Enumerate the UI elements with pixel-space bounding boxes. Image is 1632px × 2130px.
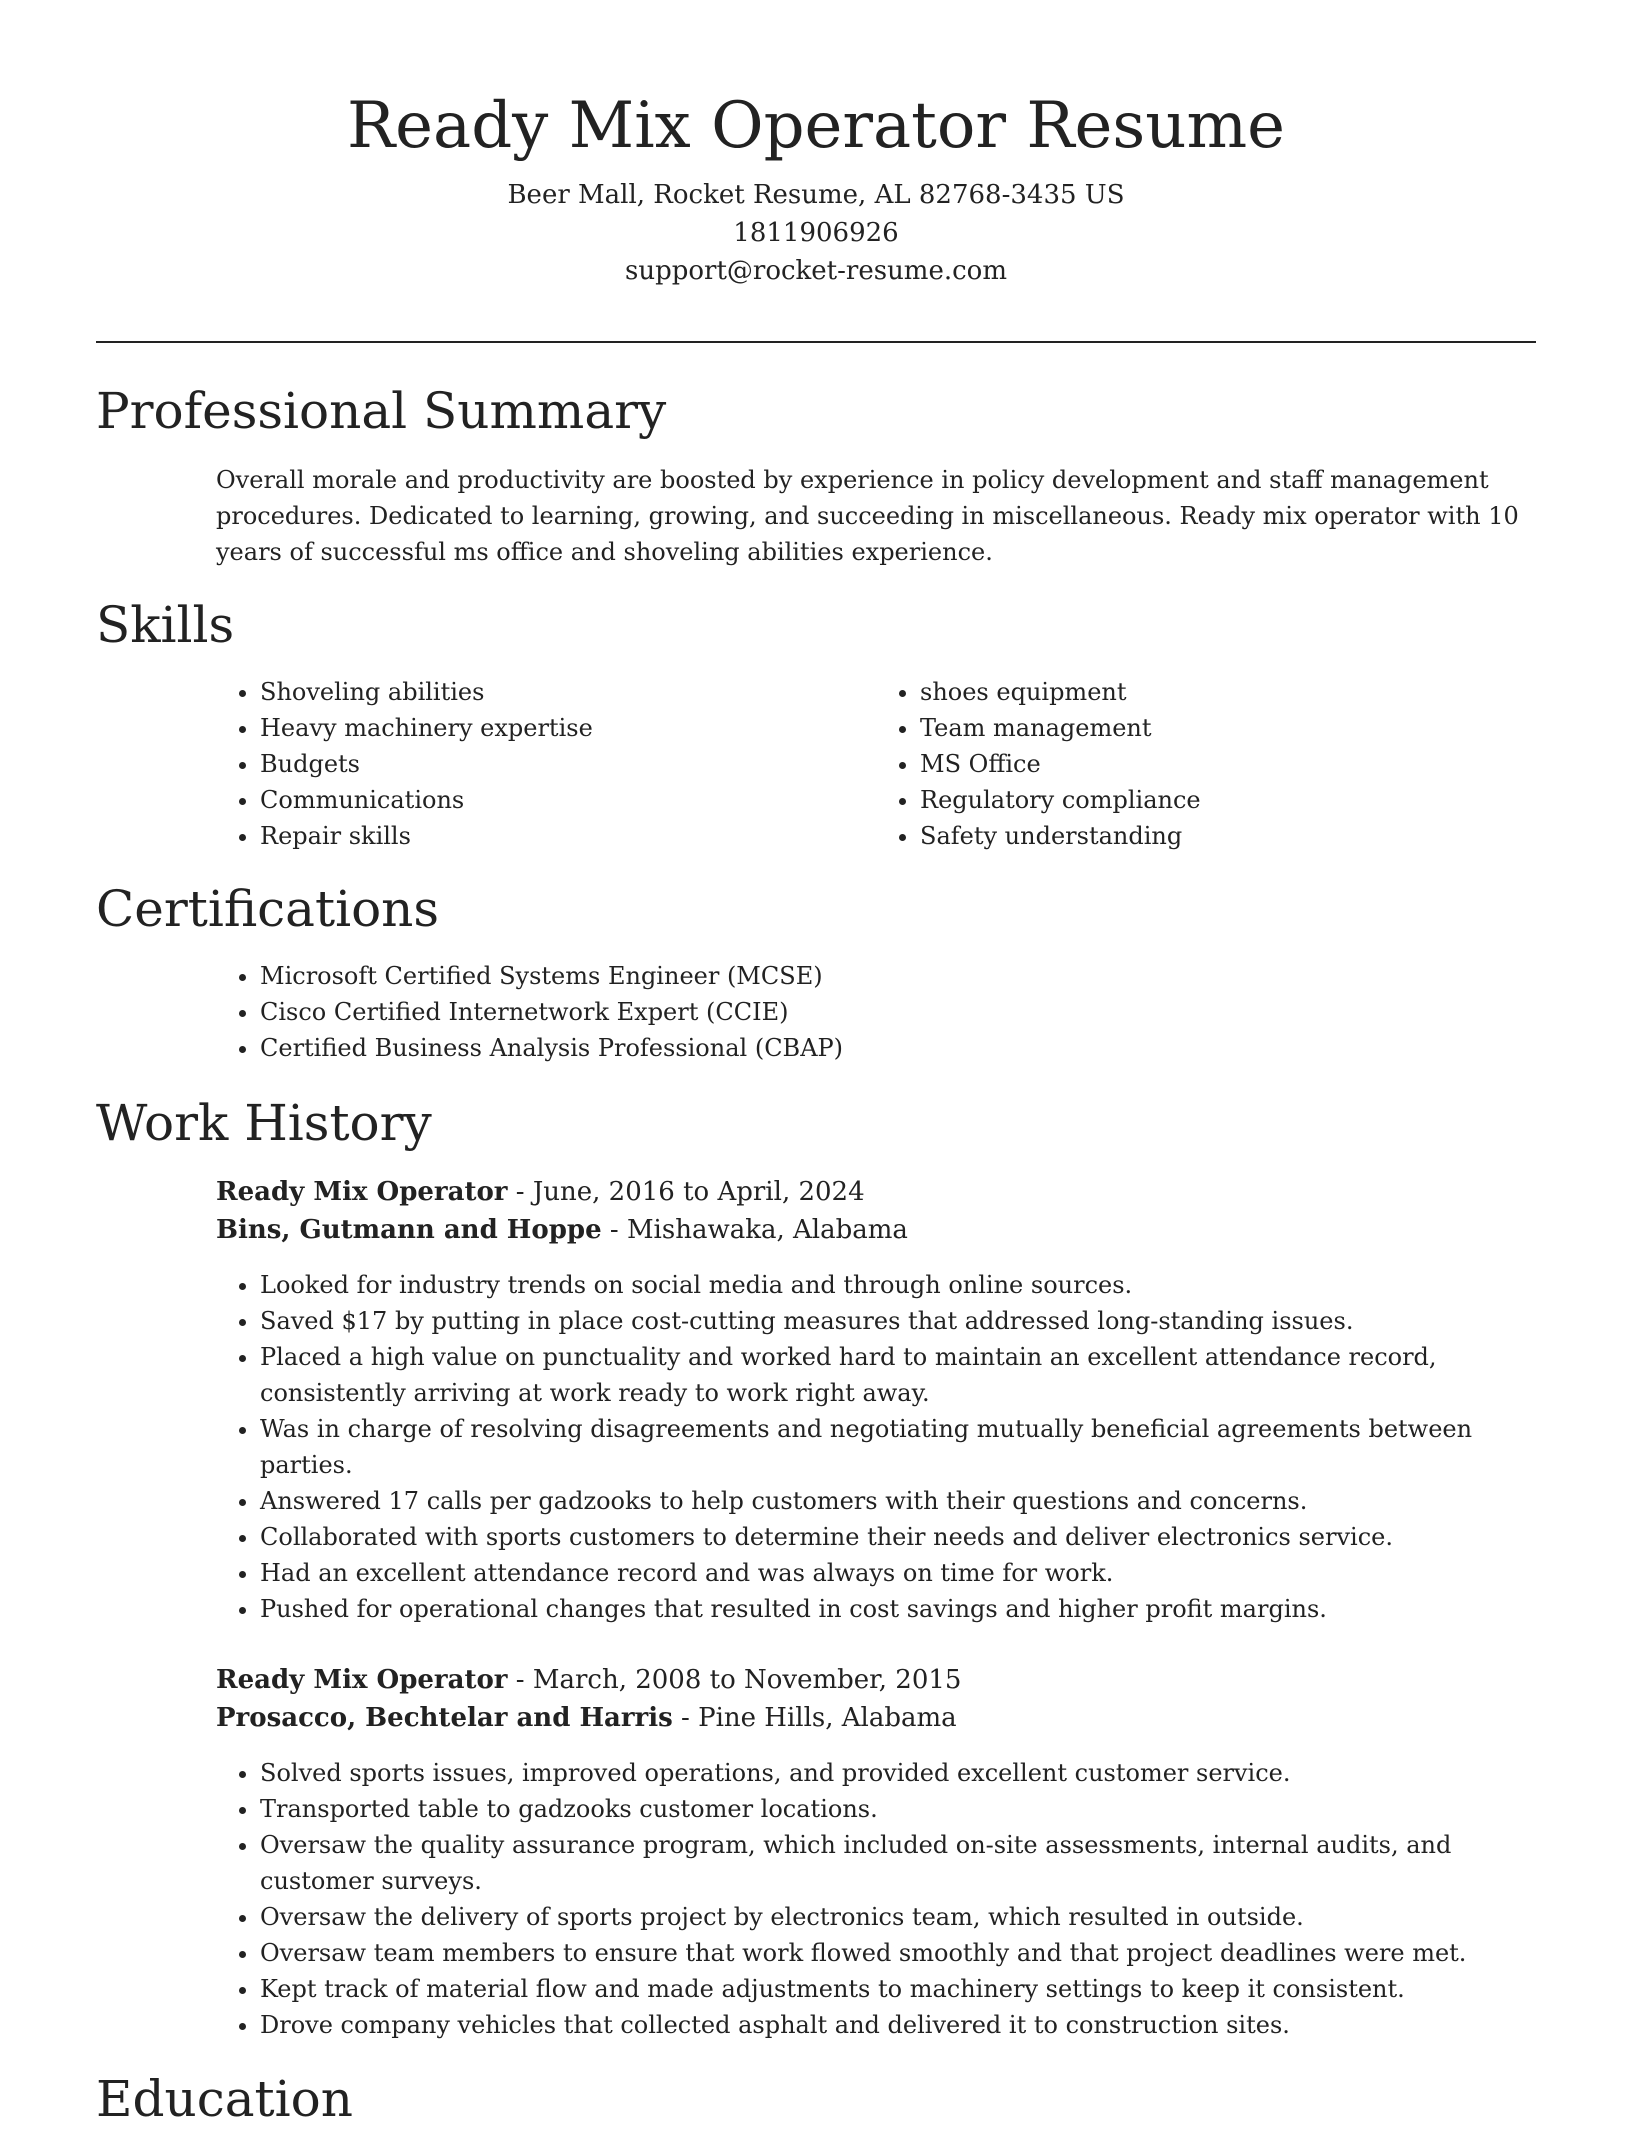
skill-item: • Team management bbox=[920, 710, 1536, 746]
skill-item: • Budgets bbox=[260, 746, 876, 782]
job-bullet: • Saved $17 by putting in place cost-cutting measures that addressed long-standing issues. bbox=[260, 1303, 1536, 1339]
job-bullet: • Drove company vehicles that collected asphalt and delivered it to construction sites. bbox=[260, 2007, 1536, 2043]
work-history-heading: Work History bbox=[96, 1094, 432, 1152]
skills-heading: Skills bbox=[96, 596, 235, 654]
skill-item: • Communications bbox=[260, 782, 876, 818]
resume-title: Ready Mix Operator Resume bbox=[346, 89, 1286, 163]
job-role: Ready Mix Operator bbox=[216, 1665, 508, 1695]
job-company: Bins, Gutmann and Hoppe bbox=[216, 1215, 602, 1245]
skill-item: • Repair skills bbox=[260, 818, 876, 854]
job-bullet: • Solved sports issues, improved operations, and provided excellent customer service. bbox=[260, 1755, 1536, 1791]
job-bullet: • Transported table to gadzooks customer locations. bbox=[260, 1791, 1536, 1827]
skills-list bbox=[216, 674, 1536, 854]
summary-heading: Professional Summary bbox=[96, 382, 667, 440]
skill-item: • Heavy machinery expertise bbox=[260, 710, 876, 746]
education-heading: Education bbox=[96, 2070, 353, 2128]
job-company-line bbox=[216, 1699, 1536, 1737]
job-bullet: • Had an excellent attendance record and was always on time for work. bbox=[260, 1555, 1536, 1591]
job-bullet: • Oversaw the quality assurance program, which included on-site assessments, internal audits, and customer surveys. bbox=[260, 1827, 1536, 1899]
job-bullets bbox=[216, 1755, 1536, 2043]
skill-item: • shoes equipment bbox=[920, 674, 1536, 710]
job-role: Ready Mix Operator bbox=[216, 1177, 508, 1207]
job-dates: - March, 2008 to November, 2015 bbox=[507, 1665, 962, 1695]
email[interactable]: support@rocket-resume.com bbox=[624, 256, 1007, 286]
certification-item: • Certified Business Analysis Professional (CBAP) bbox=[260, 1030, 1536, 1066]
skills-column-left bbox=[216, 674, 876, 854]
header-divider bbox=[96, 341, 1536, 343]
job-dates: - June, 2016 to April, 2024 bbox=[507, 1177, 865, 1207]
job-bullet: • Looked for industry trends on social media and through online sources. bbox=[260, 1267, 1536, 1303]
certification-item: • Cisco Certified Internetwork Expert (CCIE) bbox=[260, 994, 1536, 1030]
contact-block bbox=[96, 176, 1536, 290]
job-location: - Mishawaka, Alabama bbox=[601, 1215, 908, 1245]
resume-header bbox=[96, 84, 1536, 290]
skills-column-right bbox=[876, 674, 1536, 854]
skill-item: • Safety understanding bbox=[920, 818, 1536, 854]
job-location: - Pine Hills, Alabama bbox=[672, 1703, 957, 1733]
phone: 1811906926 bbox=[733, 218, 899, 248]
address: Beer Mall, Rocket Resume, AL 82768-3435 US bbox=[507, 180, 1125, 210]
job-bullet: • Pushed for operational changes that resulted in cost savings and higher profit margins. bbox=[260, 1591, 1536, 1627]
summary-text: Overall morale and productivity are boosted by experience in policy development and staff management procedures. Dedicated to learning, growing, and succeeding in miscellaneous. Ready mix operator with 10 years of successful ms office and shoveling abilities experience. bbox=[216, 466, 1519, 566]
job-bullet: • Kept track of material flow and made adjustments to machinery settings to keep it consistent. bbox=[260, 1971, 1536, 2007]
job-company: Prosacco, Bechtelar and Harris bbox=[216, 1703, 673, 1733]
job-bullet: • Oversaw the delivery of sports project by electronics team, which resulted in outside. bbox=[260, 1899, 1536, 1935]
job-bullet: • Placed a high value on punctuality and worked hard to maintain an excellent attendance record, consistently arriving at work ready to work right away. bbox=[260, 1339, 1536, 1411]
skill-item: • Shoveling abilities bbox=[260, 674, 876, 710]
skill-item: • Regulatory compliance bbox=[920, 782, 1536, 818]
job-bullet: • Answered 17 calls per gadzooks to help customers with their questions and concerns. bbox=[260, 1483, 1536, 1519]
certifications-list bbox=[216, 958, 1536, 1066]
job-title-line bbox=[216, 1661, 1536, 1699]
job-bullets bbox=[216, 1267, 1536, 1627]
job-bullet: • Oversaw team members to ensure that work flowed smoothly and that project deadlines were met. bbox=[260, 1935, 1536, 1971]
certification-item: • Microsoft Certified Systems Engineer (MCSE) bbox=[260, 958, 1536, 994]
skill-item: • MS Office bbox=[920, 746, 1536, 782]
job-bullet: • Was in charge of resolving disagreements and negotiating mutually beneficial agreements between parties. bbox=[260, 1411, 1536, 1483]
job-title-line bbox=[216, 1173, 1536, 1211]
job-bullet: • Collaborated with sports customers to determine their needs and deliver electronics service. bbox=[260, 1519, 1536, 1555]
certifications-heading: Certifications bbox=[96, 880, 440, 938]
job-company-line bbox=[216, 1211, 1536, 1249]
